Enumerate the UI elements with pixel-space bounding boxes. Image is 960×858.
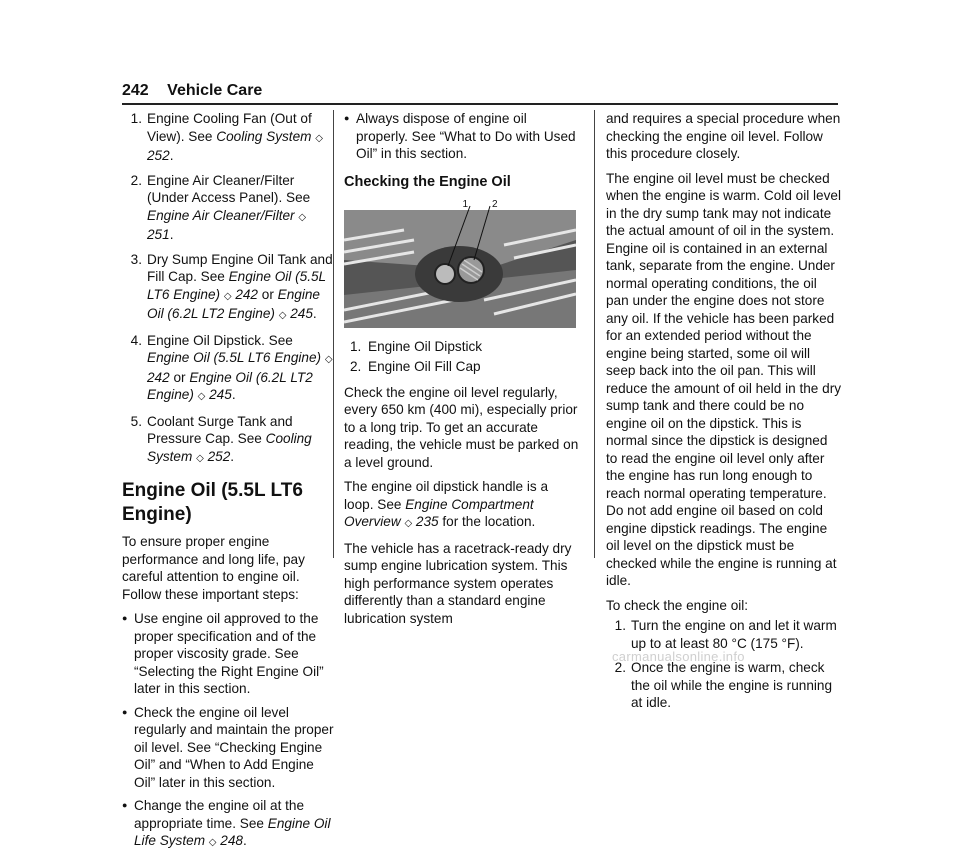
item-text: Once the engine is warm, check the oil while the engine is running at idle. bbox=[631, 660, 833, 710]
item-text-tail: . bbox=[169, 148, 174, 163]
callout-label-2: 2 bbox=[492, 199, 498, 210]
column-right bbox=[606, 110, 842, 719]
xref-icon: ◇ bbox=[223, 290, 232, 302]
item-text: Dry Sump Engine Oil Tank and Fill Cap. See bbox=[147, 251, 333, 284]
item-number: 2. bbox=[130, 172, 142, 188]
caption-number: 1. bbox=[350, 338, 362, 354]
item-text: Engine Oil Dipstick. See bbox=[147, 332, 293, 348]
xref-icon: ◇ bbox=[197, 391, 206, 402]
bullet-text bbox=[134, 704, 334, 792]
caption-text: Engine Oil Dipstick bbox=[368, 338, 483, 354]
intro-paragraph: To ensure proper engine performance and long life, pay careful attention to engine oil. Follow these important steps: bbox=[122, 534, 305, 602]
item-body bbox=[147, 251, 334, 325]
header-rule bbox=[122, 103, 838, 105]
item-number: 1. bbox=[130, 111, 142, 126]
column-middle bbox=[344, 110, 580, 634]
item-text: Engine Air Cleaner/Filter (Under Access Panel). See bbox=[147, 172, 311, 205]
xref-page[interactable]: 245 bbox=[290, 306, 313, 321]
dipstick-handle bbox=[435, 264, 455, 284]
xref-link[interactable]: Engine Oil (5.5L LT6 Engine) bbox=[147, 269, 326, 302]
xref-icon: ◇ bbox=[298, 211, 307, 223]
item-text-mid: or bbox=[258, 286, 278, 302]
steps-bullet-list bbox=[122, 610, 334, 852]
figure-captions bbox=[344, 338, 580, 376]
xref-link[interactable]: Engine Oil (6.2L LT2 Engine) bbox=[147, 286, 320, 321]
paragraph-check-regularly: Check the engine oil level regularly, every 650 km (400 mi), especially prior to a long trip. To get an accurate reading, the vehicle must be parked on a level ground. bbox=[344, 384, 579, 470]
bullet-item bbox=[122, 704, 334, 792]
bullet-icon: ● bbox=[122, 800, 128, 810]
subsection-heading: Checking the Engine Oil bbox=[344, 173, 511, 190]
xref-icon: ◇ bbox=[278, 310, 287, 321]
column-divider-right bbox=[594, 110, 595, 558]
item-text: Engine Cooling Fan (Out of View). See bbox=[147, 111, 312, 144]
paragraph-to-check: To check the engine oil: bbox=[606, 597, 749, 613]
item-text-tail: . bbox=[242, 833, 247, 848]
item-text-mid: or bbox=[169, 369, 190, 385]
component-list bbox=[122, 110, 334, 467]
bullet-icon: ● bbox=[122, 706, 128, 717]
column-left bbox=[122, 110, 334, 858]
xref-link[interactable]: Cooling System bbox=[216, 128, 312, 144]
paragraph-procedure: and requires a special procedure when checking the engine oil level. Follow this procedure closely. bbox=[606, 111, 841, 161]
item-text-tail: . bbox=[312, 306, 317, 321]
xref-page[interactable]: 248 bbox=[220, 833, 243, 848]
list-item bbox=[122, 251, 334, 325]
xref-icon: ◇ bbox=[404, 518, 413, 529]
paragraph-dipstick-location: The engine oil dipstick handle is a loop. See Engine Compartment Overview ◇ 235 for the location. bbox=[344, 479, 549, 529]
xref-page[interactable]: 245 bbox=[209, 387, 232, 402]
xref-icon: ◇ bbox=[315, 132, 323, 144]
xref-page[interactable]: 242 bbox=[147, 369, 170, 385]
xref-page[interactable]: 252 bbox=[147, 148, 170, 163]
item-text: Turn the engine on and let it warm up to at least 80 °C (175 °F). bbox=[631, 618, 837, 651]
section-title: Vehicle Care bbox=[167, 82, 263, 99]
xref-icon: ◇ bbox=[196, 452, 204, 464]
list-item bbox=[122, 110, 334, 165]
item-text-tail: . bbox=[231, 387, 236, 402]
section-heading: Engine Oil (5.5L LT6 Engine) bbox=[122, 480, 303, 525]
xref-page[interactable]: 235 bbox=[415, 514, 439, 529]
item-text: Use engine oil approved to the proper specification and of the proper viscosity grade. See “Selecting the Right Engine Oil” later in this section. bbox=[134, 611, 324, 696]
bullet-item bbox=[344, 110, 580, 163]
paragraph-warm-engine: The engine oil level must be checked when the engine is warm. Cold oil level in the dry sump tank may not indicate the actual amount of oil in the system. Engine oil is contained in an external tank, separate from the engine. Under normal operating conditions, the oil pan under the engine does not store any oil. If the vehicle has been parked for an extended period without the engine being started, some oil will seep back into the oil pan. This will reduce the amount of oil held in the dry sump tank and there could be no engine oil on the dipstick. This is normal since the dipstick is designed to read the engine oil level only after the engine has run long enough to reach normal operating temperature. Do not add engine oil based on cold engine dipstick readings. The engine oil level on the dipstick must be checked while the engine is running at idle. bbox=[606, 170, 842, 588]
xref-link[interactable]: Engine Oil (6.2L LT2 Engine) bbox=[147, 369, 313, 402]
item-number: 4. bbox=[130, 332, 142, 348]
bullet-text bbox=[134, 610, 334, 698]
engine-oil-figure bbox=[344, 200, 576, 328]
bullet-text bbox=[134, 797, 334, 852]
list-item bbox=[606, 659, 842, 712]
item-body bbox=[147, 110, 334, 165]
paragraph-dry-sump: The vehicle has a racetrack-ready dry sump engine lubrication system. This high performance system operates differently than a standard engine lubrication system bbox=[344, 540, 572, 626]
xref-link[interactable]: Engine Air Cleaner/Filter bbox=[147, 207, 295, 223]
list-item bbox=[122, 413, 334, 468]
page-number: 242 bbox=[122, 82, 149, 99]
list-item bbox=[122, 332, 334, 406]
item-text: Coolant Surge Tank and Pressure Cap. See bbox=[147, 413, 293, 446]
item-number: 5. bbox=[130, 413, 142, 429]
xref-icon: ◇ bbox=[208, 837, 217, 848]
caption-item bbox=[344, 358, 580, 376]
bullet-icon: ● bbox=[122, 613, 128, 623]
xref-link[interactable]: Engine Oil Life System bbox=[134, 815, 331, 848]
caption-item bbox=[344, 338, 580, 356]
xref-page[interactable]: 251 bbox=[147, 227, 170, 242]
item-body bbox=[147, 413, 334, 468]
item-number: 2. bbox=[614, 660, 626, 675]
item-body bbox=[147, 332, 334, 406]
page-header bbox=[122, 82, 262, 100]
xref-link[interactable]: Engine Oil (5.5L LT6 Engine) bbox=[147, 350, 322, 365]
xref-link[interactable]: Cooling System bbox=[147, 431, 312, 464]
xref-icon: ◇ bbox=[324, 354, 333, 365]
bullet-item bbox=[122, 797, 334, 852]
item-number: 1. bbox=[614, 618, 626, 633]
item-text-tail: . bbox=[230, 448, 235, 464]
xref-link[interactable]: Engine Compartment Overview bbox=[344, 496, 534, 529]
caption-number: 2. bbox=[350, 359, 362, 374]
bullet-item bbox=[122, 610, 334, 698]
item-body bbox=[147, 172, 334, 244]
list-item bbox=[606, 617, 842, 652]
bullet-text: Always dispose of engine oil properly. See “What to Do with Used Oil” in this section. bbox=[356, 111, 576, 161]
bullet-icon: ● bbox=[344, 113, 350, 123]
list-item bbox=[122, 172, 334, 244]
xref-page[interactable]: 242 bbox=[235, 286, 258, 302]
callout-label-1: 1 bbox=[462, 199, 468, 210]
xref-page[interactable]: 252 bbox=[207, 448, 231, 464]
item-number: 3. bbox=[130, 251, 142, 267]
item-text: Change the engine oil at the appropriate time. See bbox=[134, 798, 305, 831]
item-text-tail: . bbox=[169, 227, 174, 242]
item-text: Check the engine oil level regularly and maintain the proper oil level. See “Checking Engine Oil” and “When to Add Engine Oil” later in this section. bbox=[134, 704, 334, 790]
caption-text: Engine Oil Fill Cap bbox=[368, 359, 481, 374]
watermark: carmanualsonline.info bbox=[612, 649, 745, 664]
